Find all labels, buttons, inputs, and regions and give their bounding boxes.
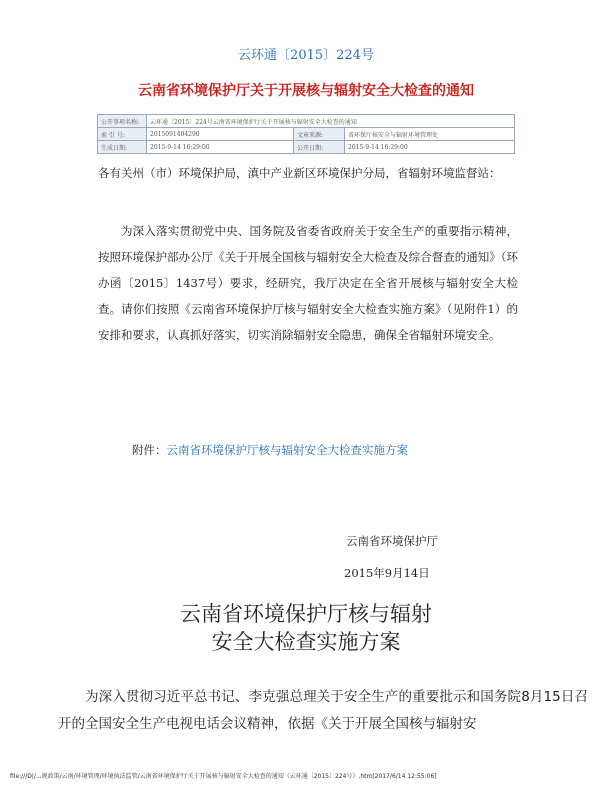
salutation: 各有关州（市）环境保护局，滇中产业新区环境保护分局，省辐射环境监督站： [98, 166, 501, 180]
attachment-label: 附件： [132, 443, 167, 457]
attachment [132, 440, 408, 460]
print-footer: file:///D|/...规政策/云南/环境管理/环境执法监管/云南省环境保护厅关于开展核与辐射安全大检查的通知（云环通〔2015〕224号）.htm[2017/6/14 12:55:06] [10, 773, 437, 780]
metadata-label: 公开事项名称: [98, 115, 147, 128]
metadata-label: 索 引 号: [98, 128, 147, 141]
metadata-value: 2015-9-14 16:29:00 [345, 141, 515, 154]
plan-title-line: 云南省环境保护厅核与辐射 [180, 602, 432, 626]
metadata-table [97, 114, 515, 154]
metadata-row [98, 128, 515, 141]
metadata-value: 2015091404290 [147, 128, 294, 141]
metadata-value: 2015-9-14 16:29:00 [147, 141, 294, 154]
plan-title [0, 600, 612, 656]
document-title: 云南省环境保护厅关于开展核与辐射安全大检查的通知 [138, 83, 474, 99]
metadata-label: 公开日期: [294, 141, 345, 154]
metadata-value: 省环保厅核安全与辐射环境管理处 [345, 128, 515, 141]
metadata-row [98, 141, 515, 154]
signature-date: 2015年9月14日 [344, 566, 430, 580]
signature-organization: 云南省环境保护厅 [346, 534, 438, 548]
plan-title-line: 安全大检查实施方案 [211, 630, 401, 654]
attachment-link[interactable]: 云南省环境保护厅核与辐射安全大检查实施方案 [166, 443, 408, 457]
metadata-label: 文章来源: [294, 128, 345, 141]
metadata-row [98, 115, 515, 128]
notice-body: 为深入落实贯彻党中央、国务院及省委省政府关于安全生产的重要指示精神，按照环境保护部办公厅《关于开展全国核与辐射安全大检查及综合督查的通知》（环办函〔2015〕1437号）要求，经研究，我厅决定在全省开展核与辐射安全大检查。请你们按照《云南省环境保护厅核与辐射安全大检查实施方案》（见附件1）的安排和要求，认真抓好落实，切实消除辐射安全隐患，确保全省辐射环境安全。 [98, 224, 518, 342]
plan-paragraph: 为深入贯彻习近平总书记、李克强总理关于安全生产的重要批示和国务院8月15日召开的全国安全生产电视电话会议精神，依据《关于开展全国核与辐射安 [58, 689, 588, 732]
document-number: 云环通〔2015〕224号 [238, 48, 374, 63]
metadata-value: 云环通〔2015〕224号云南省环境保护厅关于开展核与辐射安全大检查的通知 [147, 115, 515, 128]
metadata-label: 生成日期: [98, 141, 147, 154]
